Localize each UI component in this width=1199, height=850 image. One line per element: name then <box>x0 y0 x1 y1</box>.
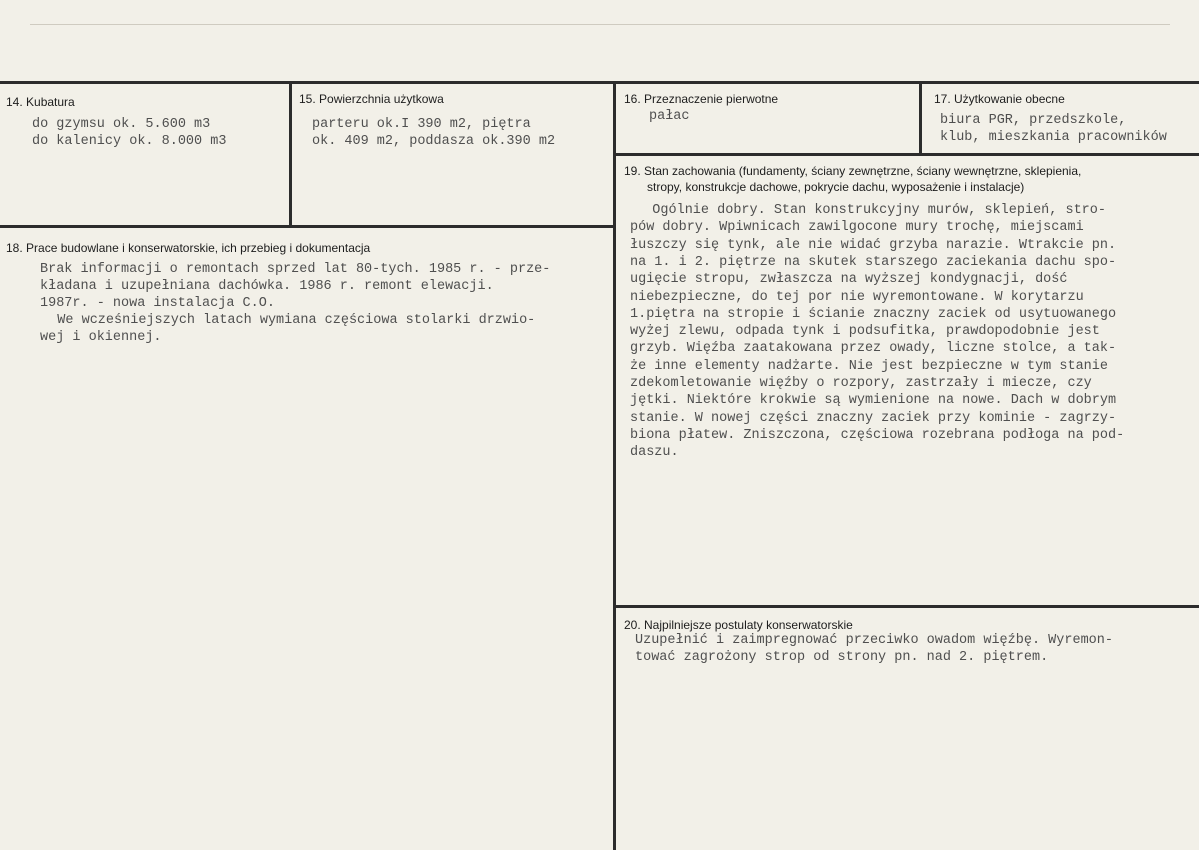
field-15-line-2: ok. 409 m2, poddasza ok.390 m2 <box>312 134 556 149</box>
field-19-line-8: wyżej zlewu, odpada tynk i podsufitka, prawdopodobnie jest <box>630 324 1100 340</box>
field-19-label: 19. Stan zachowania (fundamenty, ściany zewnętrzne, ściany wewnętrzne, sklepienia, <box>624 164 1082 178</box>
field-19-line-13: stanie. W nowej części znaczny zaciek przy kominie - zagrzy- <box>630 410 1117 426</box>
field-19-line-1: Ogólnie dobry. Stan konstrukcyjny murów, sklepień, stro- <box>628 203 1106 218</box>
field-14-label: 14. Kubatura <box>6 95 75 109</box>
field-18-line-3: 1987r. - nowa instalacja C.O. <box>40 296 275 311</box>
grid-rule-19-20 <box>613 605 1199 608</box>
field-19-label-cont: stropy, konstrukcje dachowe, pokrycie dachu, wyposażenie i instalacje) <box>647 180 1025 194</box>
grid-rule-17-19 <box>613 153 1199 156</box>
field-14-line-1: do gzymsu ok. 5.600 m3 <box>32 117 211 132</box>
field-16-label: 16. Przeznaczenie pierwotne <box>624 92 779 106</box>
field-15-label: 15. Powierzchnia użytkowa <box>299 92 444 106</box>
field-19-line-15: daszu. <box>630 445 679 461</box>
grid-divider-16-17 <box>919 81 922 155</box>
field-19-line-6: niebezpieczne, do tej por nie wyremontowane. W korytarzu <box>630 289 1084 305</box>
field-14-line-2: do kalenicy ok. 8.000 m3 <box>32 134 227 149</box>
field-17-label: 17. Użytkowanie obecne <box>934 92 1065 106</box>
field-19-line-12: jętki. Niektóre krokwie są wymienione na nowe. Dach w dobrym <box>630 393 1117 409</box>
field-19-line-14: biona płatew. Zniszczona, częściowa rozebrana podłoga na pod- <box>630 427 1125 443</box>
field-18-line-4: We wcześniejszych latach wymiana częściowa stolarki drzwio- <box>33 313 536 328</box>
field-19-line-5: ugięcie stropu, zwłaszcza na wyższej kondygnacji, dość <box>630 272 1068 288</box>
field-17-line-2: klub, mieszkania pracowników <box>940 130 1167 145</box>
field-20-line-1: Uzupełnić i zaimpregnować przeciwko owadom więźbę. Wyremon- <box>635 633 1113 648</box>
grid-top-rule <box>0 81 1199 84</box>
field-19-line-9: grzyb. Więźba zaatakowana przez owady, liczne stolce, a tak- <box>630 341 1117 357</box>
field-15-line-1: parteru ok.I 390 m2, piętra <box>312 117 531 132</box>
field-19-line-2: pów dobry. Wpiwnicach zawilgocone mury trochę, miejscami <box>630 220 1084 236</box>
field-18-line-5: wej i okiennej. <box>40 330 162 345</box>
field-18-label: 18. Prace budowlane i konserwatorskie, ich przebieg i dokumentacja <box>6 241 371 255</box>
field-19-line-4: na 1. i 2. piętrze na skutek starszego zaciekania dachu spo- <box>630 254 1117 270</box>
field-18-line-2: kładana i uzupełniana dachówka. 1986 r. remont elewacji. <box>40 279 494 294</box>
field-18-line-1: Brak informacji o remontach sprzed lat 80-tych. 1985 r. - prze- <box>40 262 551 277</box>
field-19-line-11: zdekomletowanie więźby o rozpory, zastrzały i miecze, czy <box>630 376 1092 391</box>
field-20-label: 20. Najpilniejsze postulaty konserwatorskie <box>624 618 853 632</box>
field-17-line-1: biura PGR, przedszkole, <box>940 113 1127 128</box>
field-16-line-1: pałac <box>649 109 690 124</box>
grid-divider-14-15 <box>289 81 292 226</box>
field-20-line-2: tować zagrożony strop od strony pn. nad 2. piętrem. <box>635 650 1049 665</box>
grid-divider-main <box>613 81 616 850</box>
grid-rule-14-18 <box>0 225 615 228</box>
top-faint-rule <box>30 24 1170 25</box>
field-19-line-7: 1.piętra na stropie i ścianie znaczny zaciek od usytuowanego <box>630 306 1117 322</box>
field-19-line-10: że inne elementy nadżarte. Nie jest bezpieczne w tym stanie <box>630 358 1108 374</box>
field-19-line-3: łuszczy się tynk, ale nie widać grzyba narazie. Wtrakcie pn. <box>630 237 1117 253</box>
